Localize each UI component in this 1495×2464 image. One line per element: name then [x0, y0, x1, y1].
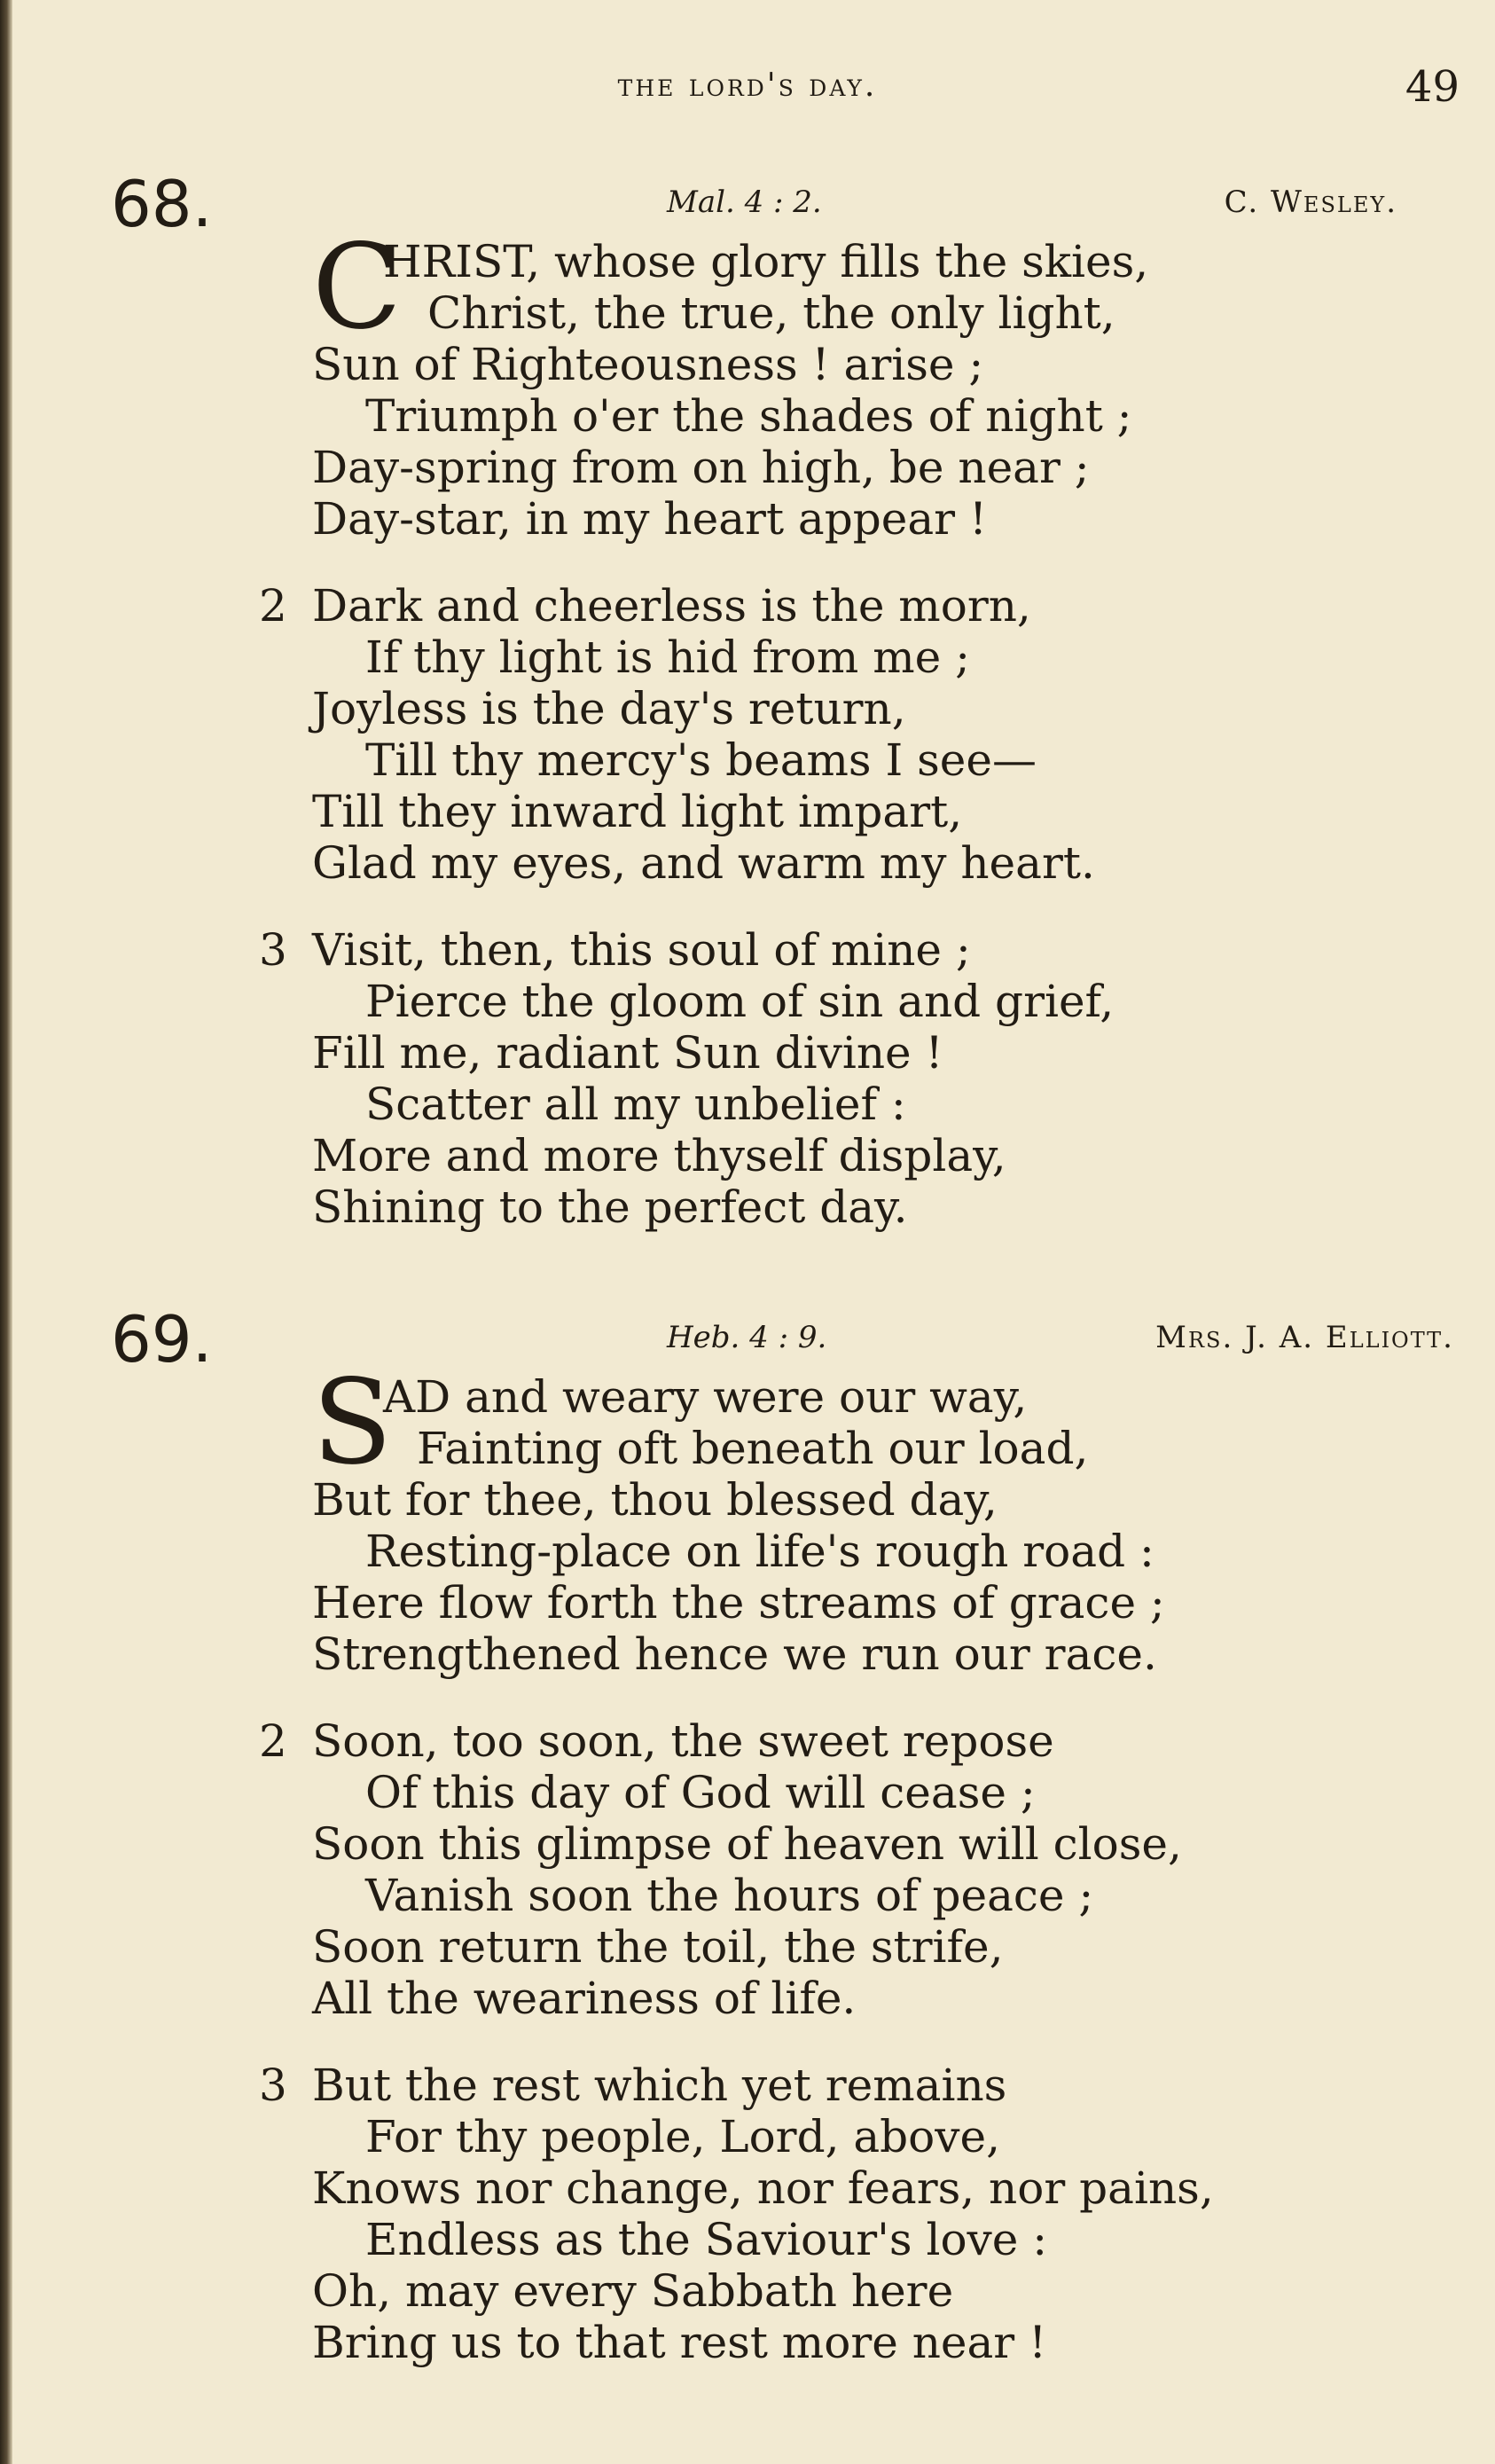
stanza-number: 3 — [259, 924, 287, 976]
verse-line: Visit, then, this soul of mine ; — [312, 924, 971, 976]
scripture-reference: Mal. 4 : 2. — [667, 184, 822, 220]
stanza-1 — [312, 219, 1495, 545]
verse-line: Dark and cheerless is the morn, — [312, 580, 1031, 632]
verse-line: Shining to the perfect day. — [312, 1181, 908, 1233]
verse-line: Soon, too soon, the sweet repose — [312, 1715, 1054, 1767]
stanza-number: 2 — [259, 1715, 287, 1767]
verse-line: Joyless is the day's return, — [312, 683, 906, 734]
hymn-number: 69. — [111, 1302, 213, 1377]
verse-line: But for thee, thou blessed day, — [312, 1474, 998, 1526]
verse-line: Glad my eyes, and warm my heart. — [312, 837, 1095, 889]
stanza-2 — [259, 580, 1495, 889]
verse-line: Vanish soon the hours of peace ; — [365, 1870, 1094, 1921]
verse-line: Soon return the toil, the strife, — [312, 1921, 1004, 1973]
hymn-number: 68. — [111, 167, 213, 241]
verse-line: Fainting oft beneath our load, — [417, 1423, 1089, 1474]
stanza-number: 3 — [259, 2060, 287, 2111]
verse-line: Strengthened hence we run our race. — [312, 1628, 1157, 1680]
stanza-1 — [312, 1354, 1495, 1680]
verse-line: Triumph o'er the shades of night ; — [365, 390, 1132, 442]
verse-line: But the rest which yet remains — [312, 2060, 1007, 2111]
verse-line: Day-spring from on high, be near ; — [312, 442, 1090, 493]
hymn-header — [0, 169, 1495, 239]
verse-line: Of this day of God will cease ; — [365, 1767, 1036, 1818]
stanza-3 — [259, 2060, 1495, 2368]
verse-line: Pierce the gloom of sin and grief, — [365, 976, 1115, 1027]
drop-cap: S — [312, 1354, 393, 1491]
drop-cap: C — [312, 219, 402, 356]
stanza-number: 2 — [259, 580, 287, 632]
scripture-reference: Heb. 4 : 9. — [667, 1320, 827, 1355]
hymn-69 — [0, 1304, 1495, 2368]
stanza-3 — [259, 924, 1495, 1233]
verse-line: Day-star, in my heart appear ! — [312, 493, 988, 545]
hymn-header — [0, 1304, 1495, 1375]
verse-line: AD and weary were our way, — [383, 1371, 1028, 1423]
verse-line: Resting-place on life's rough road : — [365, 1526, 1155, 1577]
verse-line: Soon this glimpse of heaven will close, — [312, 1818, 1182, 1870]
hymn-author: Mrs. J. A. Elliott. — [1155, 1320, 1454, 1355]
verse-line: All the weariness of life. — [312, 1973, 857, 2024]
running-head — [0, 62, 1495, 115]
verse-line: If thy light is hid from me ; — [365, 632, 970, 683]
verse-line: Endless as the Saviour's love : — [365, 2214, 1048, 2265]
page-number: 49 — [1405, 62, 1460, 112]
stanza-2 — [259, 1715, 1495, 2024]
verse-line: Sun of Righteousness ! arise ; — [312, 339, 984, 390]
verse-line: Till thy mercy's beams I see— — [365, 734, 1037, 786]
verse-line: Bring us to that rest more near ! — [312, 2317, 1047, 2368]
verse-line: For thy people, Lord, above, — [365, 2111, 1001, 2162]
verse-line: Here flow forth the streams of grace ; — [312, 1577, 1165, 1628]
verse-line: Knows nor change, nor fears, nor pains, — [312, 2162, 1214, 2214]
running-title: the lord's day. — [617, 67, 878, 104]
verse-line: Christ, the true, the only light, — [427, 287, 1115, 339]
verse-line: Scatter all my unbelief : — [365, 1079, 906, 1130]
verse-line: HRIST, whose glory fills the skies, — [383, 236, 1149, 287]
hymn-author: C. Wesley. — [1224, 184, 1397, 220]
verse-line: Till they inward light impart, — [312, 786, 963, 837]
verse-line: More and more thyself display, — [312, 1130, 1006, 1181]
verse-line: Fill me, radiant Sun divine ! — [312, 1027, 943, 1079]
hymn-68 — [0, 169, 1495, 1233]
verse-line: Oh, may every Sabbath here — [312, 2265, 954, 2317]
